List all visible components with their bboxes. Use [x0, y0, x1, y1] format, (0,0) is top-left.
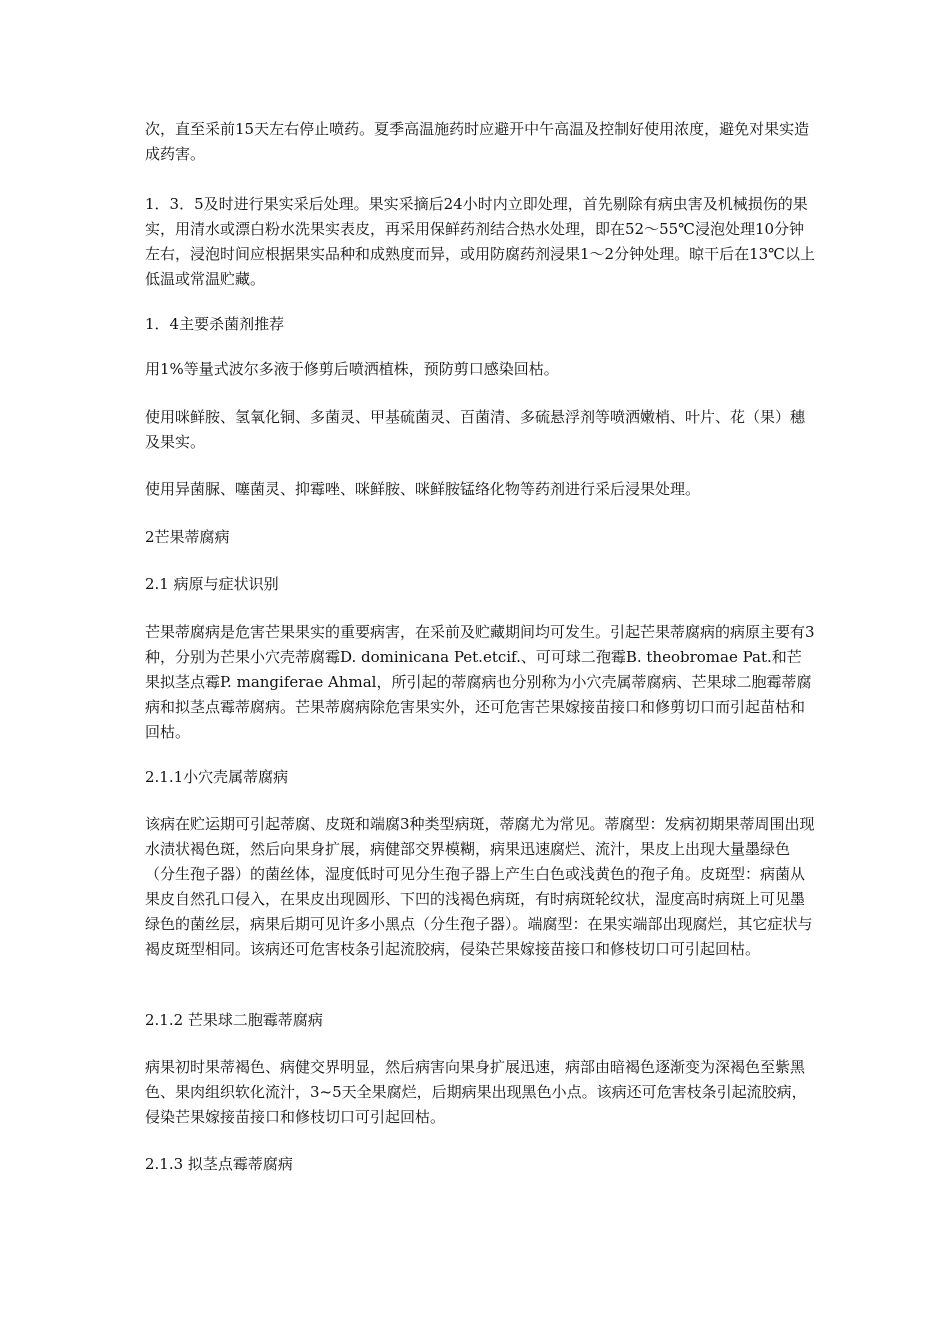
heading-botryodiplodia-rot: 2.1.2 芒果球二胞霉蒂腐病 [145, 1011, 323, 1029]
heading-dothiorella-rot: 2.1.1小穴壳属蒂腐病 [145, 768, 289, 786]
heading-fungicide-recommendation: 1．4主要杀菌剂推荐 [145, 315, 285, 333]
heading-phomopsis-rot: 2.1.3 拟茎点霉蒂腐病 [145, 1155, 293, 1173]
paragraph-botryodiplodia-symptoms: 病果初时果蒂褐色、病健交界明显，然后病害向果身扩展迅速，病部由暗褐色逐渐变为深褐色至紫黑色、果肉组织软化流汁，3~5天全果腐烂，后期病果出现黑色小点。该病还可危害枝条引起流胶病，侵染芒果嫁接苗接口和修枝切口可引起回枯。 [145, 1058, 807, 1126]
heading-stem-end-rot: 2芒果蒂腐病 [145, 528, 230, 546]
paragraph-spraying-end: 次，直至采前15天左右停止喷药。夏季高温施药时应避开中午高温及控制好使用浓度，避免对果实造成药害。 [145, 120, 810, 163]
paragraph-dip-agents: 使用异菌脲、噻菌灵、抑霉唑、咪鲜胺、咪鲜胺锰络化物等药剂进行采后浸果处理。 [145, 480, 701, 498]
paragraph-dothiorella-symptoms: 该病在贮运期可引起蒂腐、皮斑和端腐3种类型病斑，蒂腐尤为常见。蒂腐型：发病初期果蒂周围出现水渍状褐色斑，然后向果身扩展，病健部交界模糊，病果迅速腐烂、流汁，果皮上出现大量墨绿色（分生孢子器）的菌丝体，湿度低时可见分生孢子器上产生白色或浅黄色的孢子角。皮斑型：病菌从果皮自然孔口侵入，在果皮出现圆形、下凹的浅褐色病斑，有时病斑轮纹状，湿度高时病斑上可见墨绿色的菌丝层，病果后期可见许多小黑点（分生孢子器）。端腐型：在果实端部出现腐烂，其它症状与褐皮斑型相同。该病还可危害枝条引起流胶病，侵染芒果嫁接苗接口和修枝切口可引起回枯。 [145, 815, 815, 958]
paragraph-bordeaux-mixture: 用1%等量式波尔多液于修剪后喷洒植株，预防剪口感染回枯。 [145, 360, 559, 378]
paragraph-post-harvest-treatment: 1．3．5及时进行果实采后处理。果实采摘后24小时内立即处理，首先剔除有病虫害及机械损伤的果实，用清水或漂白粉水洗果实表皮，再采用保鲜药剂结合热水处理，即在52～55℃浸泡处理10分钟左右，浸泡时间应根据果实品种和成熟度而异，或用防腐药剂浸果1～2分钟处理。晾干后在13℃以上低温或常温贮藏。 [145, 195, 815, 288]
paragraph-spray-agents: 使用咪鲜胺、氢氧化铜、多菌灵、甲基硫菌灵、百菌清、多硫悬浮剂等喷洒嫩梢、叶片、花（果）穗及果实。 [145, 408, 806, 451]
heading-pathogen-symptoms: 2.1 病原与症状识别 [145, 575, 279, 593]
paragraph-stem-end-rot-overview: 芒果蒂腐病是危害芒果果实的重要病害，在采前及贮藏期间均可发生。引起芒果蒂腐病的病原主要有3种，分别为芒果小穴壳蒂腐霉D. dominicana Pet.etcif.、可可球二孢霉B. theobromae Pat.和芒果拟茎点霉P. mangiferae Ahmal，所引起的蒂腐病也分别称为小穴壳属蒂腐病、芒果球二胞霉蒂腐病和拟茎点霉蒂腐病。芒果蒂腐病除危害果实外，还可危害芒果嫁接苗接口和修剪切口而引起苗枯和回枯。 [145, 623, 815, 741]
